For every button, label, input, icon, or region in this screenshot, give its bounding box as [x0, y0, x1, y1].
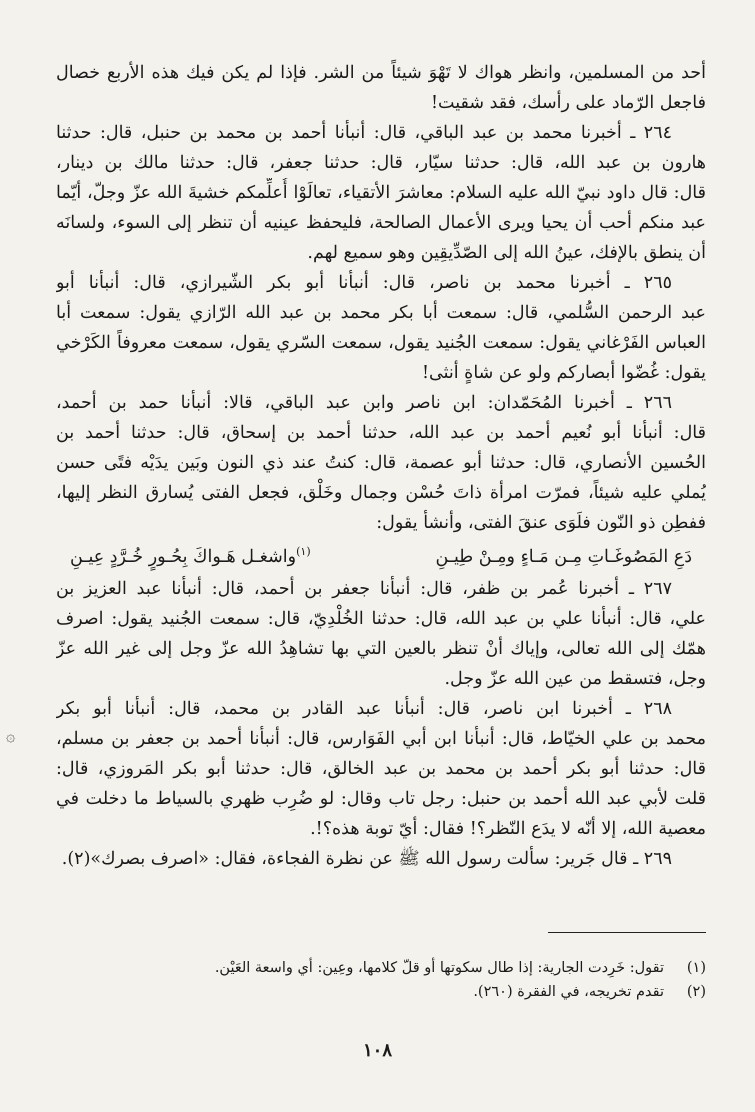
footnote-number: (١) [686, 960, 706, 976]
text-line: ٢٦٥ ـ أخبرنا محمد بن ناصر، قال: أنبأنا أبو بكر الشّيرازي، قال: أنبأنا أبو [56, 273, 672, 293]
footnote [56, 980, 706, 1004]
text-line: محمد بن علي الخيّاط، قال: أنبأنا ابن أبي الفَوَارس، قال: أنبأنا أحمد بن جعفر بن مسلم، [56, 729, 706, 749]
paragraph [56, 388, 706, 538]
paragraph [56, 574, 706, 694]
poem-verse [56, 538, 706, 574]
text-line: عبد الرحمن السُّلمي، قال: سمعت أبا بكر محمد بن عبد الله الرّازي يقول: سمعت أبا [56, 303, 706, 323]
text-line: يُملي عليه شيئاً، فمرّت امرأة ذاتَ حُسْن وجمال وخَلْق، فجعل الفتى يُسارق النظر إليها، [56, 483, 706, 503]
footnote-text: تقول: خَرِدت الجارية: إذا طال سكوتها أو قلّ كلامها، وعِين: أي واسعة العَيْن. [214, 960, 664, 976]
text-line: أن ينطق بالإفك، عينُ الله إلى الصّدِّيقِين وهو سميع لهم. [307, 243, 706, 263]
paragraph [56, 58, 706, 118]
poem-left-text: واشغـل هَـواكَ بِحُـورٍ خُـرَّدٍ عِيـنِ [70, 547, 297, 567]
page-number: ١٠٨ [362, 1040, 392, 1061]
text-block-2 [56, 574, 706, 874]
footnote [56, 956, 706, 980]
paragraph [56, 844, 706, 874]
text-line: يقول: غُضّوا أبصاركم ولو عن شاةٍ أنثى! [421, 363, 706, 383]
text-line: وجل، فتسقط من عين الله عزّ وجل. [444, 669, 706, 689]
poem-hemistich-right: دَعِ المَصُوغَـاتِ مِـن مَـاءٍ ومِـنْ طِيـنِ [435, 547, 692, 567]
poem-footnote-ref: (١) [296, 545, 311, 559]
text-line: علي، قال: أنبأنا علي بن عبد الله، قال: حدثنا الخُلْدِيّ، قال: سمعت الجُنيد يقول: اصرف [56, 609, 706, 629]
text-line: أحد من المسلمين، وانظر هواك لا تَهْوَ شيئاً من الشر. فإذا لم يكن فيك هذه الأربع خصال [56, 63, 706, 83]
paragraph [56, 118, 706, 268]
text-line: ٢٦٧ ـ أخبرنا عُمر بن ظفر، قال: أنبأنا جعفر بن أحمد، قال: أنبأنا عبد العزيز بن [56, 579, 672, 599]
footnote-number: (٢) [686, 984, 706, 1000]
text-line: الحُسين الأنصاري، قال: حدثنا أبو عصمة، قال: كنتُ عند ذي النون وبَين يدَيْه فتًى حسن [56, 453, 706, 473]
footnote-text: تقدم تخريجه، في الفقرة (٢٦٠). [473, 984, 664, 1000]
paragraph [56, 268, 706, 388]
text-line: قال: قال داود نبيّ الله عليه السلام: معاشرَ الأتقياء، تعالَوْا أُعلِّمكم خشيةَ الله عزّ وجلّ، أيّما [56, 183, 706, 203]
text-line: فاجعل الرّماد على رأسك، فقد شقيت! [431, 93, 706, 113]
text-line: هارون بن عبد الله، قال: حدثنا سيّار، قال: حدثنا جعفر، قال: حدثنا مالك بن دينار، [56, 153, 706, 173]
text-line: قلت لأبي عبد الله أحمد بن حنبل: رجل تاب وقال: لو ضُرِب ظهري بالسياط ما دخلت في [56, 789, 706, 809]
text-line: ففطِن ذو النّون فلَوَى عنقَ الفتى، وأنشأ يقول: [376, 513, 706, 533]
text-line: معصية الله، إلا أنّه لا يدَع النّظر؟! فقال: أيّ توبة هذه؟!. [310, 819, 706, 839]
footnote-separator [548, 932, 706, 933]
text-line: ٢٦٩ ـ قال جَرير: سألت رسول الله ﷺ عن نظرة الفجاءة، فقال: «اصرف بصرك»(٢). [61, 849, 672, 869]
margin-mark: ۞ [6, 726, 16, 745]
text-line: همّك إلى الله تعالى، وإياك أنْ تنظر بالعين التي بها تشاهِدُ الله عزّ وجل إلى غير الله عزّ [56, 639, 706, 659]
text-line: قال: أنبأنا أبو نُعيم أحمد بن عبد الله، حدثنا أحمد بن إسحاق، قال: حدثنا أحمد بن [56, 423, 706, 443]
text-line: العباس الفَرْغاني يقول: سمعت الجُنيد يقول، سمعت السّري يقول، سمعت معروفاً الكَرْخي [56, 333, 706, 353]
text-block-1 [56, 58, 706, 538]
text-line: ٢٦٦ ـ أخبرنا المُحَمّدان: ابن ناصر وابن عبد الباقي، قالا: أنبأنا حمد بن أحمد، [56, 393, 672, 413]
poem-hemistich-left [70, 540, 311, 574]
paragraph [56, 694, 706, 844]
main-text [56, 58, 706, 874]
footnotes [56, 956, 706, 1004]
text-line: ٢٦٤ ـ أخبرنا محمد بن عبد الباقي، قال: أنبأنا أحمد بن محمد بن حنبل، قال: حدثنا [56, 123, 672, 143]
text-line: ٢٦٨ ـ أخبرنا ابن ناصر، قال: أنبأنا عبد القادر بن محمد، قال: أنبأنا أبو بكر [56, 699, 672, 719]
text-line: عبد منكم أحب أن يحيا ويرى الأعمال الصالحة، فليحفظ عينيه أن تنظر إلى السوء، ولسانَه [56, 213, 706, 233]
text-line: قال: حدثنا أبو بكر أحمد بن محمد بن عبد الخالق، قال: حدثنا أبو بكر المَروزي، قال: [56, 759, 706, 779]
